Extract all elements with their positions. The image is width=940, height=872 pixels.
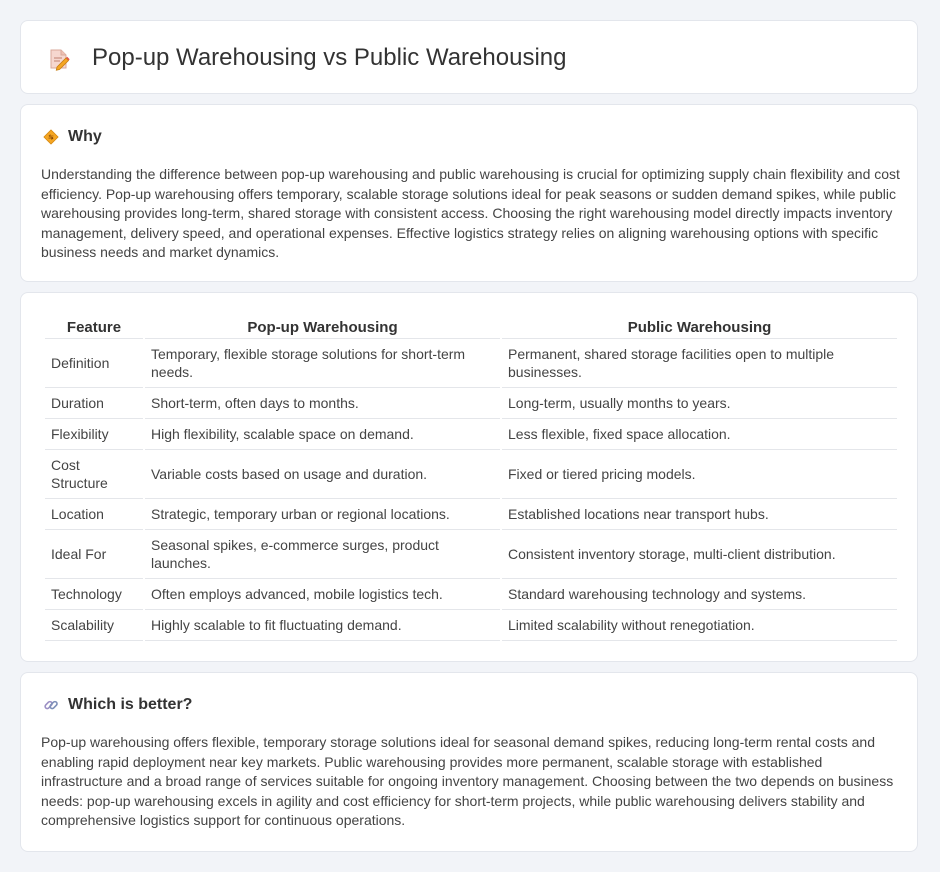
- table-row: [45, 530, 897, 579]
- why-section: [20, 104, 918, 282]
- popup-cell: Temporary, flexible storage solutions for short-term needs.: [145, 339, 500, 388]
- column-header: Pop-up Warehousing: [145, 317, 500, 339]
- table-row: [45, 450, 897, 499]
- public-cell: Fixed or tiered pricing models.: [502, 450, 897, 499]
- table-row: [45, 419, 897, 450]
- table-row: [45, 339, 897, 388]
- public-cell: Established locations near transport hubs.: [502, 499, 897, 530]
- page-title: Pop-up Warehousing vs Public Warehousing: [92, 44, 567, 71]
- better-heading: Which is better?: [68, 696, 193, 713]
- public-cell: Limited scalability without renegotiation.: [502, 610, 897, 641]
- why-heading-row: [43, 127, 102, 147]
- feature-cell: Technology: [45, 579, 143, 610]
- public-cell: Long-term, usually months to years.: [502, 388, 897, 419]
- which-is-better-section: [20, 672, 918, 852]
- popup-cell: Often employs advanced, mobile logistics tech.: [145, 579, 500, 610]
- header-card: [20, 20, 918, 94]
- better-text: Pop-up warehousing offers flexible, temporary storage solutions ideal for seasonal demand spikes, reducing long-term rental costs and enabling rapid deployment near key markets. Public warehousing provides more permanent, scalable storage with established infrastructure and a broad range of services suitable for ongoing inventory management. Choosing between the two depends on business needs: pop-up warehousing excels in agility and cost efficiency for short-term projects, while public warehousing delivers stability and comprehensive logistics support for continuous operations.: [41, 734, 894, 829]
- diamond-arrows-icon: [43, 129, 59, 145]
- column-header: Public Warehousing: [502, 317, 897, 339]
- feature-cell: Cost Structure: [45, 450, 143, 499]
- popup-cell: Strategic, temporary urban or regional locations.: [145, 499, 500, 530]
- popup-cell: Highly scalable to fit fluctuating demand.: [145, 610, 500, 641]
- column-header: Feature: [45, 317, 143, 339]
- feature-cell: Location: [45, 499, 143, 530]
- feature-cell: Scalability: [45, 610, 143, 641]
- feature-cell: Flexibility: [45, 419, 143, 450]
- comparison-section: [20, 292, 918, 662]
- feature-cell: Ideal For: [45, 530, 143, 579]
- popup-cell: Variable costs based on usage and duration.: [145, 450, 500, 499]
- public-cell: Standard warehousing technology and systems.: [502, 579, 897, 610]
- public-cell: Consistent inventory storage, multi-client distribution.: [502, 530, 897, 579]
- popup-cell: Seasonal spikes, e-commerce surges, product launches.: [145, 530, 500, 579]
- link-icon: [43, 697, 59, 713]
- better-heading-row: [43, 695, 192, 715]
- popup-cell: Short-term, often days to months.: [145, 388, 500, 419]
- feature-cell: Definition: [45, 339, 143, 388]
- document-pencil-icon: [47, 47, 71, 71]
- table-row: [45, 499, 897, 530]
- table-row: [45, 579, 897, 610]
- feature-cell: Duration: [45, 388, 143, 419]
- table-row: [45, 388, 897, 419]
- popup-cell: High flexibility, scalable space on demand.: [145, 419, 500, 450]
- why-text: Understanding the difference between pop-up warehousing and public warehousing is crucial for optimizing supply chain flexibility and cost efficiency. Pop-up warehousing offers temporary, scalable storage solutions ideal for peak seasons or sudden demand spikes, while public warehousing provides long-term, shared storage with consistent access. Choosing the right warehousing model directly impacts inventory management, delivery speed, and operational expenses. Effective logistics strategy relies on aligning warehousing options with specific business needs and market dynamics.: [41, 166, 900, 261]
- public-cell: Permanent, shared storage facilities open to multiple businesses.: [502, 339, 897, 388]
- public-cell: Less flexible, fixed space allocation.: [502, 419, 897, 450]
- table-header-row: [45, 317, 897, 339]
- comparison-table: [43, 317, 899, 641]
- table-row: [45, 610, 897, 641]
- why-heading: Why: [68, 128, 102, 145]
